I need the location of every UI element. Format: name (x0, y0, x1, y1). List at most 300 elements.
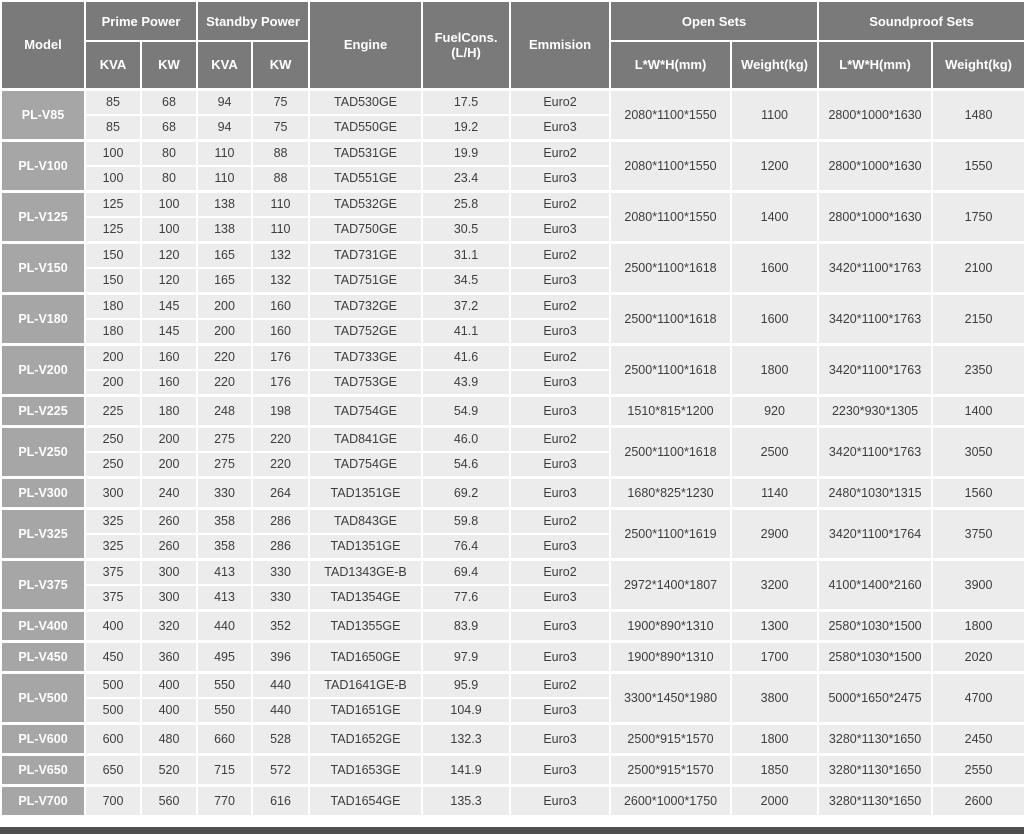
prime-kva-cell: 325 (85, 508, 141, 534)
standby-kva-cell: 495 (197, 641, 252, 672)
header-engine: Engine (309, 1, 422, 89)
table-row (1, 610, 1024, 641)
prime-kw-cell: 80 (141, 140, 197, 166)
model-group (1, 785, 1024, 816)
prime-kva-cell: 200 (85, 344, 141, 370)
prime-kva-cell: 180 (85, 319, 141, 345)
standby-kva-cell: 110 (197, 140, 252, 166)
prime-kw-cell: 240 (141, 477, 197, 508)
engine-cell: TAD1351GE (309, 477, 422, 508)
prime-kw-cell: 200 (141, 452, 197, 478)
model-cell: PL-V85 (1, 89, 85, 140)
soundproof-lwh-cell: 2230*930*1305 (818, 395, 932, 426)
soundproof-lwh-cell: 3280*1130*1650 (818, 785, 932, 816)
table-row (1, 754, 1024, 785)
soundproof-weight-cell: 2550 (932, 754, 1024, 785)
standby-kw-cell: 330 (252, 559, 309, 585)
header-prime-kw: KW (141, 41, 197, 89)
standby-kw-cell: 110 (252, 191, 309, 217)
open-lwh-cell: 2500*1100*1619 (610, 508, 731, 559)
emission-cell: Euro2 (510, 293, 610, 319)
standby-kw-cell: 330 (252, 585, 309, 611)
model-group (1, 559, 1024, 610)
fuel-cons-cell: 141.9 (422, 754, 510, 785)
soundproof-weight-cell: 2450 (932, 723, 1024, 754)
soundproof-weight-cell: 2350 (932, 344, 1024, 395)
standby-kw-cell: 264 (252, 477, 309, 508)
engine-cell: TAD750GE (309, 217, 422, 243)
header-open-sets: Open Sets (610, 1, 818, 41)
engine-cell: TAD731GE (309, 242, 422, 268)
prime-kw-cell: 80 (141, 166, 197, 192)
prime-kw-cell: 100 (141, 217, 197, 243)
soundproof-lwh-cell: 2480*1030*1315 (818, 477, 932, 508)
soundproof-lwh-cell: 3420*1100*1763 (818, 293, 932, 344)
model-cell: PL-V325 (1, 508, 85, 559)
standby-kw-cell: 75 (252, 89, 309, 115)
prime-kva-cell: 250 (85, 426, 141, 452)
prime-kva-cell: 300 (85, 477, 141, 508)
soundproof-weight-cell: 1800 (932, 610, 1024, 641)
soundproof-lwh-cell: 2580*1030*1500 (818, 610, 932, 641)
emission-cell: Euro3 (510, 370, 610, 396)
standby-kw-cell: 132 (252, 268, 309, 294)
fuel-cons-cell: 46.0 (422, 426, 510, 452)
soundproof-lwh-cell: 2800*1000*1630 (818, 191, 932, 242)
standby-kva-cell: 715 (197, 754, 252, 785)
soundproof-weight-cell: 2600 (932, 785, 1024, 816)
prime-kw-cell: 145 (141, 293, 197, 319)
standby-kva-cell: 165 (197, 268, 252, 294)
soundproof-weight-cell: 3050 (932, 426, 1024, 477)
soundproof-weight-cell: 1400 (932, 395, 1024, 426)
standby-kva-cell: 275 (197, 452, 252, 478)
open-weight-cell: 2000 (731, 785, 818, 816)
standby-kw-cell: 220 (252, 452, 309, 478)
table-row (1, 672, 1024, 698)
fuel-cons-cell: 54.6 (422, 452, 510, 478)
fuel-cons-cell: 17.5 (422, 89, 510, 115)
table-row (1, 191, 1024, 217)
open-weight-cell: 3800 (731, 672, 818, 723)
model-cell: PL-V125 (1, 191, 85, 242)
open-weight-cell: 1200 (731, 140, 818, 191)
standby-kva-cell: 200 (197, 319, 252, 345)
fuel-cons-cell: 54.9 (422, 395, 510, 426)
fuel-cons-cell: 19.9 (422, 140, 510, 166)
engine-cell: TAD1354GE (309, 585, 422, 611)
standby-kw-cell: 528 (252, 723, 309, 754)
prime-kva-cell: 250 (85, 452, 141, 478)
emission-cell: Euro2 (510, 242, 610, 268)
open-weight-cell: 920 (731, 395, 818, 426)
prime-kva-cell: 700 (85, 785, 141, 816)
emission-cell: Euro3 (510, 723, 610, 754)
model-group (1, 426, 1024, 477)
prime-kw-cell: 200 (141, 426, 197, 452)
emission-cell: Euro3 (510, 534, 610, 560)
soundproof-weight-cell: 1550 (932, 140, 1024, 191)
standby-kva-cell: 165 (197, 242, 252, 268)
standby-kw-cell: 110 (252, 217, 309, 243)
emission-cell: Euro3 (510, 115, 610, 141)
open-lwh-cell: 2500*1100*1618 (610, 426, 731, 477)
fuel-cons-cell: 83.9 (422, 610, 510, 641)
prime-kw-cell: 260 (141, 508, 197, 534)
fuel-cons-cell: 23.4 (422, 166, 510, 192)
engine-cell: TAD754GE (309, 395, 422, 426)
open-weight-cell: 1850 (731, 754, 818, 785)
prime-kw-cell: 400 (141, 672, 197, 698)
standby-kva-cell: 275 (197, 426, 252, 452)
soundproof-lwh-cell: 5000*1650*2475 (818, 672, 932, 723)
soundproof-weight-cell: 1560 (932, 477, 1024, 508)
engine-cell: TAD1343GE-B (309, 559, 422, 585)
prime-kw-cell: 68 (141, 89, 197, 115)
standby-kva-cell: 200 (197, 293, 252, 319)
open-lwh-cell: 3300*1450*1980 (610, 672, 731, 723)
prime-kva-cell: 125 (85, 217, 141, 243)
standby-kw-cell: 75 (252, 115, 309, 141)
table-row (1, 242, 1024, 268)
prime-kw-cell: 260 (141, 534, 197, 560)
prime-kw-cell: 68 (141, 115, 197, 141)
soundproof-weight-cell: 1480 (932, 89, 1024, 140)
open-weight-cell: 1700 (731, 641, 818, 672)
model-group (1, 477, 1024, 508)
header-fuel-cons-line2: (L/H) (451, 44, 481, 60)
model-group (1, 89, 1024, 140)
emission-cell: Euro3 (510, 268, 610, 294)
soundproof-lwh-cell: 3280*1130*1650 (818, 723, 932, 754)
engine-cell: TAD1653GE (309, 754, 422, 785)
open-lwh-cell: 1680*825*1230 (610, 477, 731, 508)
emission-cell: Euro2 (510, 140, 610, 166)
soundproof-weight-cell: 3900 (932, 559, 1024, 610)
soundproof-lwh-cell: 3420*1100*1764 (818, 508, 932, 559)
prime-kva-cell: 225 (85, 395, 141, 426)
table-row (1, 785, 1024, 816)
fuel-cons-cell: 37.2 (422, 293, 510, 319)
model-cell: PL-V300 (1, 477, 85, 508)
fuel-cons-cell: 69.2 (422, 477, 510, 508)
prime-kva-cell: 150 (85, 268, 141, 294)
table-row (1, 723, 1024, 754)
standby-kva-cell: 358 (197, 508, 252, 534)
soundproof-weight-cell: 2150 (932, 293, 1024, 344)
table-row (1, 140, 1024, 166)
prime-kw-cell: 560 (141, 785, 197, 816)
standby-kw-cell: 440 (252, 672, 309, 698)
open-lwh-cell: 1900*890*1310 (610, 641, 731, 672)
open-weight-cell: 1400 (731, 191, 818, 242)
emission-cell: Euro3 (510, 217, 610, 243)
soundproof-weight-cell: 3750 (932, 508, 1024, 559)
header-soundproof-lwh: L*W*H(mm) (818, 41, 932, 89)
model-group (1, 508, 1024, 559)
open-lwh-cell: 1510*815*1200 (610, 395, 731, 426)
open-weight-cell: 2900 (731, 508, 818, 559)
prime-kva-cell: 125 (85, 191, 141, 217)
fuel-cons-cell: 97.9 (422, 641, 510, 672)
prime-kva-cell: 85 (85, 115, 141, 141)
open-lwh-cell: 2500*1100*1618 (610, 293, 731, 344)
table-row (1, 344, 1024, 370)
soundproof-weight-cell: 4700 (932, 672, 1024, 723)
emission-cell: Euro3 (510, 641, 610, 672)
standby-kva-cell: 138 (197, 191, 252, 217)
fuel-cons-cell: 19.2 (422, 115, 510, 141)
prime-kva-cell: 500 (85, 698, 141, 724)
emission-cell: Euro3 (510, 395, 610, 426)
emission-cell: Euro2 (510, 426, 610, 452)
standby-kw-cell: 88 (252, 166, 309, 192)
standby-kva-cell: 358 (197, 534, 252, 560)
model-cell: PL-V500 (1, 672, 85, 723)
emission-cell: Euro3 (510, 610, 610, 641)
prime-kw-cell: 100 (141, 191, 197, 217)
model-cell: PL-V100 (1, 140, 85, 191)
emission-cell: Euro3 (510, 585, 610, 611)
engine-cell: TAD1654GE (309, 785, 422, 816)
table-row (1, 293, 1024, 319)
engine-cell: TAD753GE (309, 370, 422, 396)
fuel-cons-cell: 41.1 (422, 319, 510, 345)
engine-cell: TAD752GE (309, 319, 422, 345)
engine-cell: TAD1641GE-B (309, 672, 422, 698)
model-cell: PL-V150 (1, 242, 85, 293)
standby-kva-cell: 660 (197, 723, 252, 754)
standby-kw-cell: 160 (252, 319, 309, 345)
model-cell: PL-V250 (1, 426, 85, 477)
prime-kw-cell: 320 (141, 610, 197, 641)
soundproof-weight-cell: 2020 (932, 641, 1024, 672)
header-fuel-cons-line1: FuelCons. (434, 29, 498, 45)
header-prime-kva: KVA (85, 41, 141, 89)
open-lwh-cell: 2080*1100*1550 (610, 140, 731, 191)
soundproof-lwh-cell: 2800*1000*1630 (818, 140, 932, 191)
open-lwh-cell: 2500*1100*1618 (610, 242, 731, 293)
model-cell: PL-V375 (1, 559, 85, 610)
model-cell: PL-V700 (1, 785, 85, 816)
standby-kva-cell: 413 (197, 559, 252, 585)
emission-cell: Euro3 (510, 785, 610, 816)
prime-kva-cell: 100 (85, 166, 141, 192)
fuel-cons-cell: 76.4 (422, 534, 510, 560)
open-weight-cell: 3200 (731, 559, 818, 610)
prime-kva-cell: 650 (85, 754, 141, 785)
standby-kw-cell: 440 (252, 698, 309, 724)
emission-cell: Euro3 (510, 452, 610, 478)
engine-cell: TAD530GE (309, 89, 422, 115)
model-group (1, 723, 1024, 754)
model-cell: PL-V650 (1, 754, 85, 785)
prime-kva-cell: 180 (85, 293, 141, 319)
fuel-cons-cell: 41.6 (422, 344, 510, 370)
engine-cell: TAD751GE (309, 268, 422, 294)
standby-kw-cell: 396 (252, 641, 309, 672)
model-group (1, 191, 1024, 242)
prime-kva-cell: 400 (85, 610, 141, 641)
prime-kw-cell: 120 (141, 242, 197, 268)
soundproof-lwh-cell: 3420*1100*1763 (818, 426, 932, 477)
engine-cell: TAD531GE (309, 140, 422, 166)
standby-kva-cell: 550 (197, 698, 252, 724)
open-lwh-cell: 2500*1100*1618 (610, 344, 731, 395)
emission-cell: Euro2 (510, 559, 610, 585)
table-header (1, 1, 1024, 89)
table-row (1, 426, 1024, 452)
emission-cell: Euro3 (510, 319, 610, 345)
table-row (1, 559, 1024, 585)
engine-cell: TAD1650GE (309, 641, 422, 672)
header-soundproof-weight: Weight(kg) (932, 41, 1024, 89)
engine-cell: TAD1652GE (309, 723, 422, 754)
engine-cell: TAD754GE (309, 452, 422, 478)
fuel-cons-cell: 95.9 (422, 672, 510, 698)
standby-kw-cell: 220 (252, 426, 309, 452)
fuel-cons-cell: 135.3 (422, 785, 510, 816)
prime-kw-cell: 160 (141, 344, 197, 370)
fuel-cons-cell: 104.9 (422, 698, 510, 724)
engine-cell: TAD532GE (309, 191, 422, 217)
emission-cell: Euro2 (510, 508, 610, 534)
emission-cell: Euro3 (510, 754, 610, 785)
engine-cell: TAD1355GE (309, 610, 422, 641)
model-group (1, 242, 1024, 293)
soundproof-weight-cell: 1750 (932, 191, 1024, 242)
prime-kw-cell: 400 (141, 698, 197, 724)
header-standby-power: Standby Power (197, 1, 309, 41)
fuel-cons-cell: 59.8 (422, 508, 510, 534)
header-open-lwh: L*W*H(mm) (610, 41, 731, 89)
engine-cell: TAD551GE (309, 166, 422, 192)
model-group (1, 395, 1024, 426)
engine-cell: TAD843GE (309, 508, 422, 534)
standby-kw-cell: 198 (252, 395, 309, 426)
engine-cell: TAD732GE (309, 293, 422, 319)
soundproof-weight-cell: 2100 (932, 242, 1024, 293)
model-cell: PL-V180 (1, 293, 85, 344)
standby-kva-cell: 413 (197, 585, 252, 611)
prime-kw-cell: 300 (141, 559, 197, 585)
table-row (1, 477, 1024, 508)
model-cell: PL-V225 (1, 395, 85, 426)
header-emission: Emmision (510, 1, 610, 89)
header-fuel-cons (422, 1, 510, 89)
open-lwh-cell: 2500*915*1570 (610, 723, 731, 754)
standby-kw-cell: 132 (252, 242, 309, 268)
standby-kva-cell: 440 (197, 610, 252, 641)
fuel-cons-cell: 69.4 (422, 559, 510, 585)
standby-kw-cell: 176 (252, 344, 309, 370)
standby-kva-cell: 138 (197, 217, 252, 243)
model-group (1, 641, 1024, 672)
header-open-weight: Weight(kg) (731, 41, 818, 89)
table-row (1, 89, 1024, 115)
engine-cell: TAD1351GE (309, 534, 422, 560)
model-group (1, 672, 1024, 723)
emission-cell: Euro2 (510, 191, 610, 217)
model-group (1, 344, 1024, 395)
standby-kva-cell: 94 (197, 89, 252, 115)
standby-kva-cell: 94 (197, 115, 252, 141)
open-weight-cell: 1600 (731, 242, 818, 293)
prime-kva-cell: 600 (85, 723, 141, 754)
fuel-cons-cell: 43.9 (422, 370, 510, 396)
standby-kw-cell: 572 (252, 754, 309, 785)
open-weight-cell: 1140 (731, 477, 818, 508)
engine-cell: TAD733GE (309, 344, 422, 370)
standby-kva-cell: 220 (197, 370, 252, 396)
emission-cell: Euro3 (510, 166, 610, 192)
engine-cell: TAD841GE (309, 426, 422, 452)
standby-kw-cell: 176 (252, 370, 309, 396)
soundproof-lwh-cell: 3420*1100*1763 (818, 242, 932, 293)
prime-kva-cell: 375 (85, 559, 141, 585)
open-weight-cell: 1800 (731, 344, 818, 395)
soundproof-lwh-cell: 3420*1100*1763 (818, 344, 932, 395)
prime-kva-cell: 150 (85, 242, 141, 268)
fuel-cons-cell: 31.1 (422, 242, 510, 268)
header-model: Model (1, 1, 85, 89)
prime-kva-cell: 375 (85, 585, 141, 611)
model-cell: PL-V600 (1, 723, 85, 754)
prime-kva-cell: 100 (85, 140, 141, 166)
open-lwh-cell: 2080*1100*1550 (610, 191, 731, 242)
open-lwh-cell: 2600*1000*1750 (610, 785, 731, 816)
soundproof-lwh-cell: 3280*1130*1650 (818, 754, 932, 785)
open-weight-cell: 1300 (731, 610, 818, 641)
model-group (1, 140, 1024, 191)
fuel-cons-cell: 25.8 (422, 191, 510, 217)
model-cell: PL-V400 (1, 610, 85, 641)
table-row (1, 641, 1024, 672)
emission-cell: Euro3 (510, 477, 610, 508)
prime-kva-cell: 325 (85, 534, 141, 560)
standby-kw-cell: 286 (252, 508, 309, 534)
open-lwh-cell: 2080*1100*1550 (610, 89, 731, 140)
standby-kw-cell: 286 (252, 534, 309, 560)
table-row (1, 395, 1024, 426)
model-group (1, 610, 1024, 641)
standby-kva-cell: 220 (197, 344, 252, 370)
emission-cell: Euro2 (510, 344, 610, 370)
soundproof-lwh-cell: 2800*1000*1630 (818, 89, 932, 140)
model-group (1, 754, 1024, 785)
standby-kva-cell: 110 (197, 166, 252, 192)
standby-kva-cell: 330 (197, 477, 252, 508)
prime-kw-cell: 120 (141, 268, 197, 294)
prime-kw-cell: 160 (141, 370, 197, 396)
open-lwh-cell: 1900*890*1310 (610, 610, 731, 641)
open-weight-cell: 1800 (731, 723, 818, 754)
emission-cell: Euro2 (510, 89, 610, 115)
prime-kw-cell: 520 (141, 754, 197, 785)
standby-kw-cell: 88 (252, 140, 309, 166)
header-soundproof-sets: Soundproof Sets (818, 1, 1024, 41)
fuel-cons-cell: 132.3 (422, 723, 510, 754)
open-lwh-cell: 2972*1400*1807 (610, 559, 731, 610)
header-standby-kw: KW (252, 41, 309, 89)
fuel-cons-cell: 30.5 (422, 217, 510, 243)
header-standby-kva: KVA (197, 41, 252, 89)
standby-kw-cell: 160 (252, 293, 309, 319)
prime-kw-cell: 300 (141, 585, 197, 611)
prime-kva-cell: 450 (85, 641, 141, 672)
prime-kva-cell: 85 (85, 89, 141, 115)
prime-kva-cell: 500 (85, 672, 141, 698)
